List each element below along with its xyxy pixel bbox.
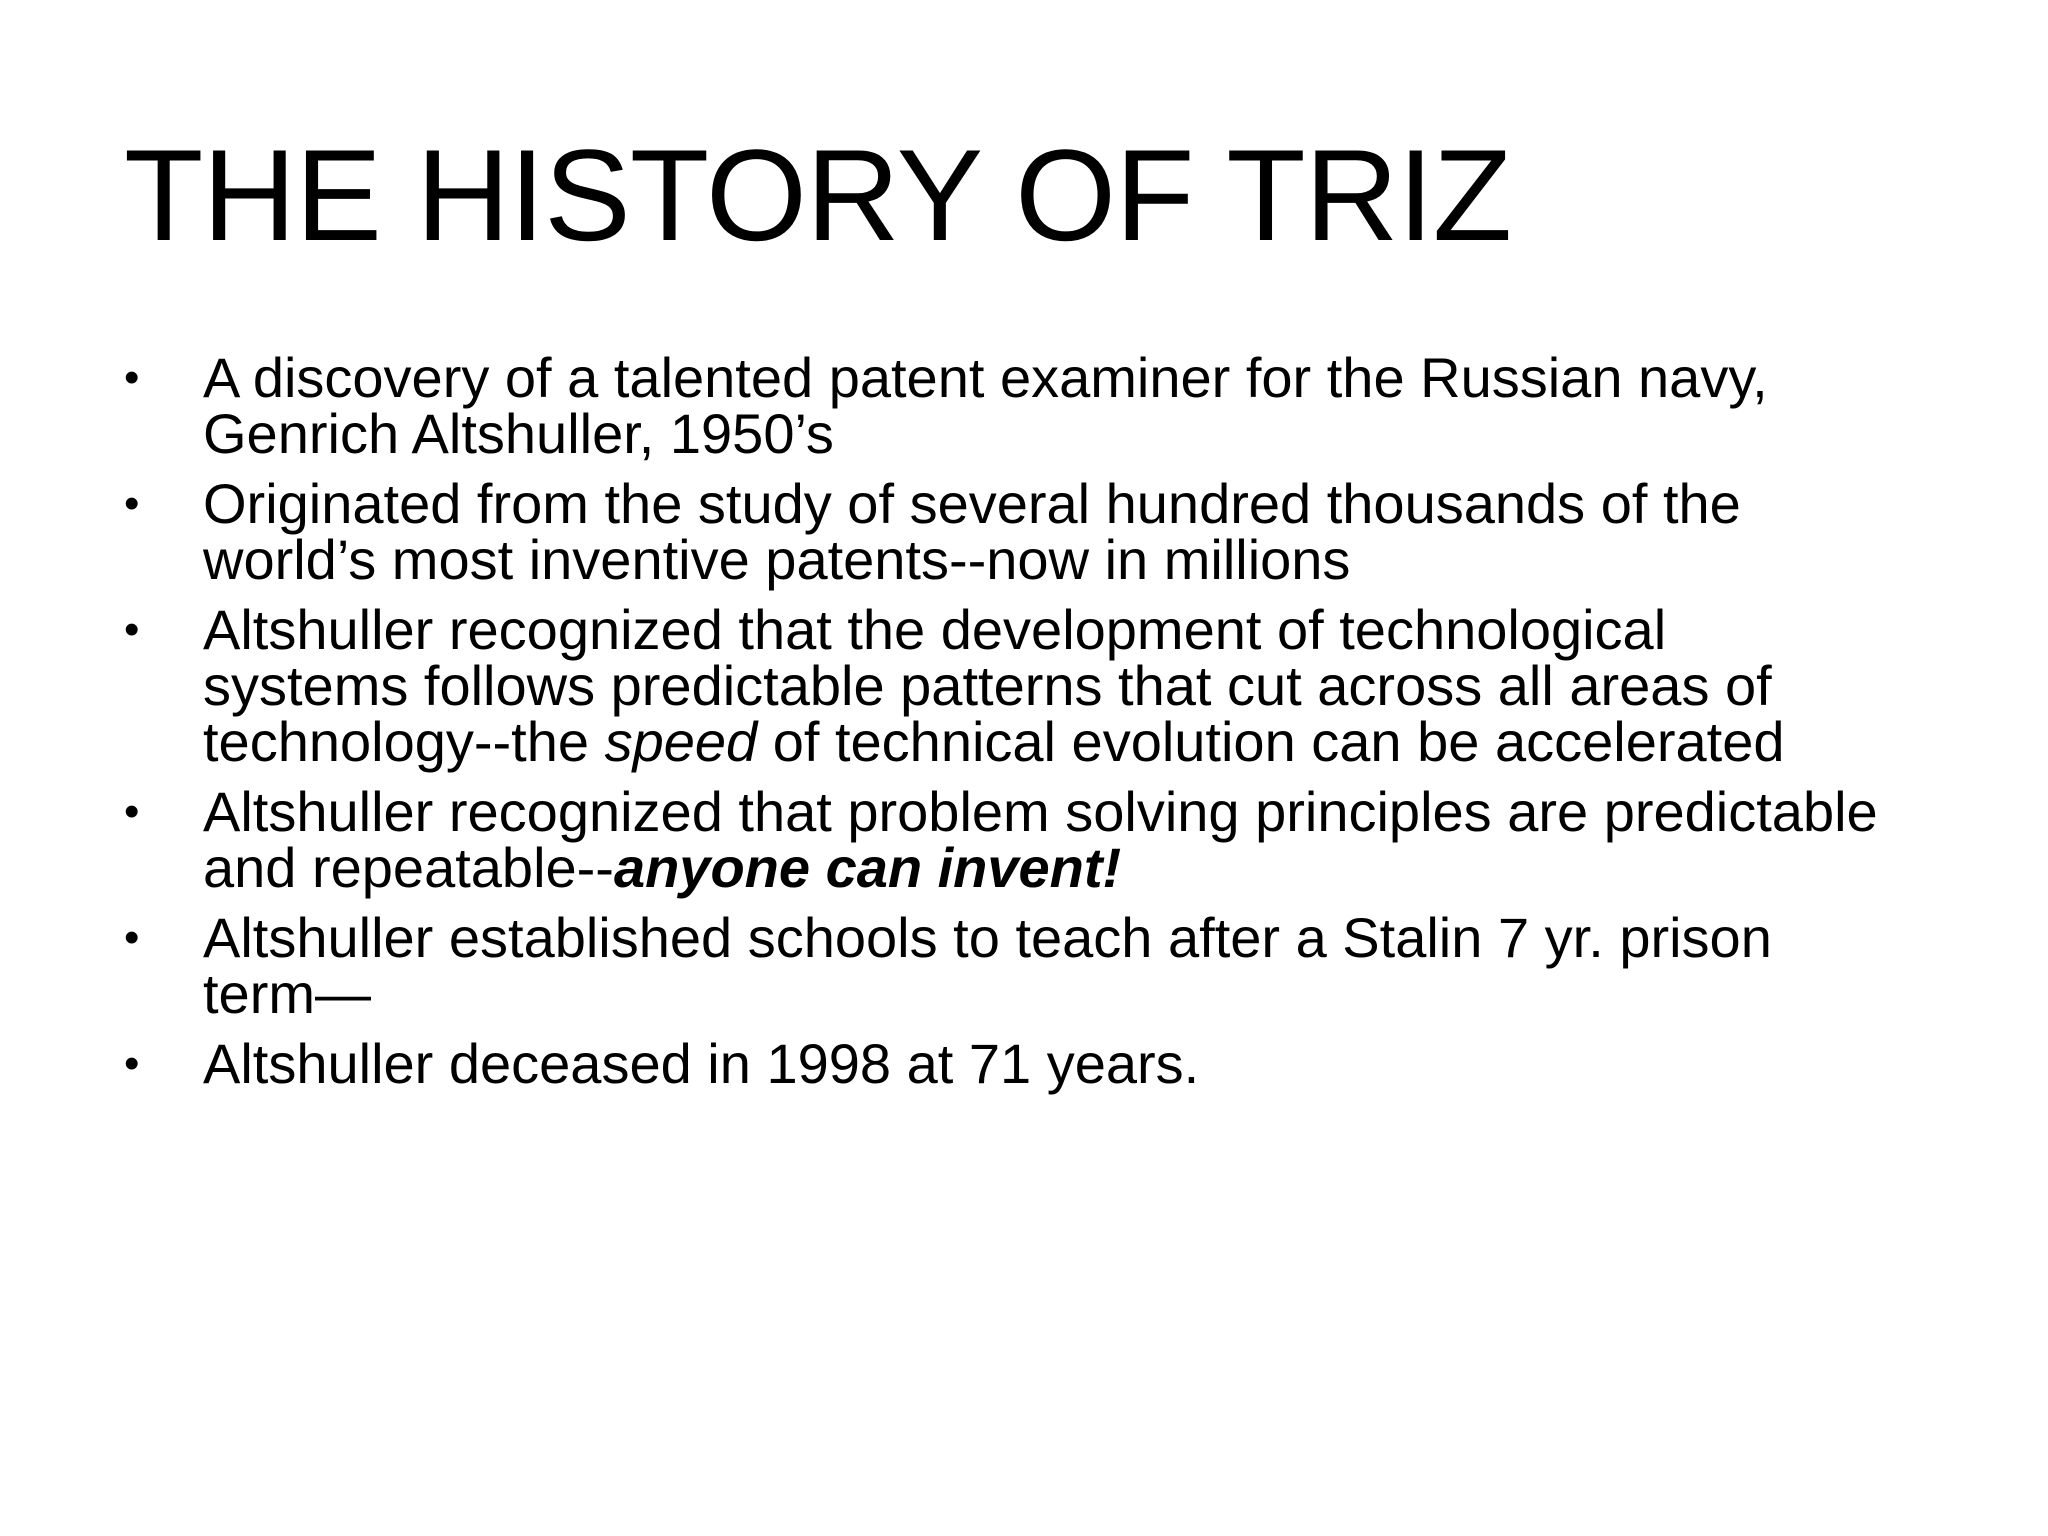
emphasis-text: anyone can invent!: [613, 836, 1122, 899]
bullet-text-line: Altshuller established schools to teach after a Stalin 7 yr. prison: [203, 906, 1772, 969]
bullet-text-line: Altshuller deceased in 1998 at 71 years.: [203, 1032, 1200, 1095]
slide-title: THE HISTORY OF TRIZ: [124, 122, 1512, 268]
bullet-icon: •: [124, 353, 140, 402]
bullet-text-line: systems follows predictable patterns that cut across all areas of: [203, 654, 1772, 717]
bullet-list: [0, 346, 2048, 1106]
bullet-icon: •: [124, 479, 140, 528]
bullet-text-segment: technology--the: [203, 710, 605, 773]
bullet-text-segment: of technical evolution can be accelerated: [757, 710, 1785, 773]
bullet-text-line: Altshuller recognized that the development of technological: [203, 598, 1667, 661]
bullet-icon: •: [124, 787, 140, 836]
bullet-text-line: Altshuller recognized that problem solving principles are predictable: [203, 780, 1878, 843]
bullet-item-6: [0, 1032, 2048, 1095]
bullet-text-segment: and repeatable--: [203, 836, 614, 899]
bullet-item-1: [0, 346, 2048, 465]
bullet-text-line: Originated from the study of several hundred thousands of the: [203, 472, 1741, 535]
bullet-text-line: A discovery of a talented patent examiner for the Russian navy,: [203, 346, 1768, 409]
bullet-item-4: [0, 780, 2048, 899]
bullet-icon: •: [124, 1039, 140, 1088]
bullet-icon: •: [124, 913, 140, 962]
emphasis-text: speed: [604, 710, 758, 773]
bullet-item-3: [0, 598, 2048, 773]
bullet-text-line: world’s most inventive patents--now in millions: [203, 528, 1351, 591]
bullet-text-line: term—: [203, 962, 371, 1025]
bullet-text-line-mixed: [203, 836, 2008, 899]
bullet-text-line: Genrich Altshuller, 1950’s: [203, 402, 834, 465]
bullet-item-5: [0, 906, 2048, 1025]
bullet-icon: •: [124, 605, 140, 654]
bullet-text-line-mixed: [203, 710, 2008, 773]
bullet-item-2: [0, 472, 2048, 591]
